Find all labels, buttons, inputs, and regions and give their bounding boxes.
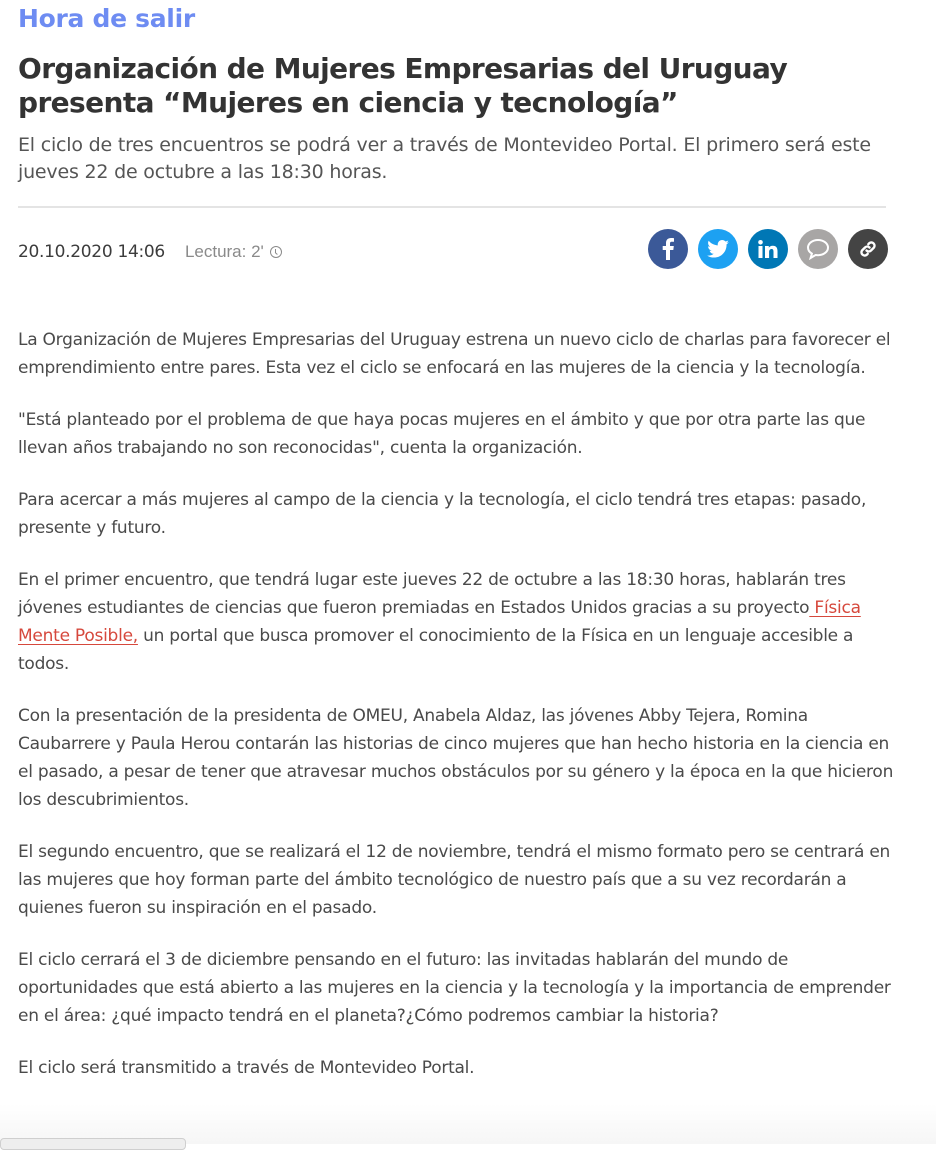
paragraph: El segundo encuentro, que se realizará el 12 de noviembre, tendrá el mismo formato pero se centrará en las mujeres que hoy forman parte del ámbito tecnológico de nuestro país que a su vez recordarán a quienes fueron su inspiración en el pasado. bbox=[18, 842, 891, 918]
reading-time bbox=[185, 242, 282, 262]
divider bbox=[18, 206, 886, 208]
link-icon bbox=[859, 240, 877, 258]
paragraph: "Está planteado por el problema de que haya pocas mujeres en el ámbito y que por otra parte las que llevan años trabajando no son reconocidas", cuenta la organización. bbox=[18, 410, 866, 458]
paragraph: El ciclo será transmitido a través de Montevideo Portal. bbox=[18, 1058, 475, 1078]
share-linkedin-button[interactable] bbox=[748, 229, 788, 269]
share-facebook-button[interactable] bbox=[648, 229, 688, 269]
linkedin-icon bbox=[758, 240, 778, 258]
section-label[interactable]: Hora de salir bbox=[18, 4, 195, 33]
reading-time-label: Lectura: 2' bbox=[184, 242, 264, 261]
article-body bbox=[18, 326, 898, 1106]
paragraph: El ciclo cerrará el 3 de diciembre pensando en el futuro: las invitadas hablarán del mundo de oportunidades que está abierto a las mujeres en la ciencia y la tecnología y la importancia de emprender en el área: ¿qué impacto tendrá en el planeta?¿Cómo podremos cambiar la historia? bbox=[18, 950, 891, 1026]
share-twitter-button[interactable] bbox=[698, 229, 738, 269]
bottom-tab-bar[interactable] bbox=[0, 1138, 186, 1150]
fisica-mente-posible-link[interactable]: Física Mente Posible, bbox=[18, 598, 861, 646]
publish-date: 20.10.2020 14:06 bbox=[18, 242, 165, 262]
paragraph-text: En el primer encuentro, que tendrá lugar este jueves 22 de octubre a las 18:30 horas, hablarán tres jóvenes estudiantes de ciencias que fueron premiadas en Estados Unidos gracias a su proyecto bbox=[18, 570, 846, 618]
comments-button[interactable] bbox=[798, 229, 838, 269]
comment-icon bbox=[806, 238, 830, 260]
twitter-icon bbox=[707, 240, 729, 258]
article-subtitle: El ciclo de tres encuentros se podrá ver a través de Montevideo Portal. El primero será este jueves 22 de octubre a las 18:30 horas. bbox=[18, 134, 871, 183]
paragraph bbox=[18, 566, 898, 678]
paragraph: Para acercar a más mujeres al campo de la ciencia y la tecnología, el ciclo tendrá tres etapas: pasado, presente y futuro. bbox=[18, 490, 867, 538]
article-meta bbox=[18, 240, 282, 264]
clock-icon bbox=[270, 246, 282, 258]
copy-link-button[interactable] bbox=[848, 229, 888, 269]
share-bar bbox=[648, 229, 888, 269]
facebook-icon bbox=[662, 238, 674, 260]
paragraph-text: un portal que busca promover el conocimiento de la Física en un lenguaje accesible a todos. bbox=[18, 626, 854, 674]
paragraph: La Organización de Mujeres Empresarias del Uruguay estrena un nuevo ciclo de charlas para favorecer el emprendimiento entre pares. Esta vez el ciclo se enfocará en las mujeres de la ciencia y la tecnología. bbox=[18, 330, 891, 378]
paragraph: Con la presentación de la presidenta de OMEU, Anabela Aldaz, las jóvenes Abby Tejera, Romina Caubarrere y Paula Herou contarán las historias de cinco mujeres que han hecho historia en la ciencia en el pasado, a pesar de tener que atravesar muchos obstáculos por su género y la época en la que hicieron los descubrimientos. bbox=[18, 706, 894, 810]
article-title: Organización de Mujeres Empresarias del Uruguay presenta “Mujeres en ciencia y tecnología” bbox=[18, 52, 788, 119]
